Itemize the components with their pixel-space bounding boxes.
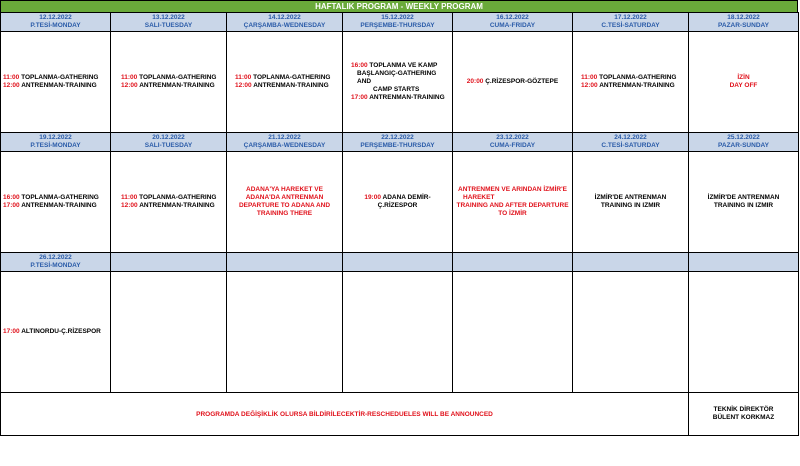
schedule-cell: 11:00 TOPLANMA-GATHERING 12:00 ANTRENMAN-TRAINING: [1, 32, 111, 133]
empty-cell: [343, 272, 453, 393]
schedule-cell: ADANA'YA HAREKET VE ADANA'DA ANTRENMAN DEPARTURE TO ADANA AND TRAINING THERE: [227, 152, 343, 253]
empty-header: [573, 253, 689, 272]
day-header: 23.12.2022 CUMA-FRIDAY: [453, 133, 573, 152]
day-header: 21.12.2022 ÇARŞAMBA-WEDNESDAY: [227, 133, 343, 152]
week3-header-row: [1, 253, 799, 272]
empty-cell: [227, 272, 343, 393]
day-header: 22.12.2022 PERŞEMBE-THURSDAY: [343, 133, 453, 152]
empty-cell: [573, 272, 689, 393]
schedule-cell-day-off: İZİN DAY OFF: [689, 32, 799, 133]
schedule-cell: 16:00 TOPLANMA-GATHERING 17:00 ANTRENMAN-TRAINING: [1, 152, 111, 253]
day-header: 24.12.2022 C.TESİ-SATURDAY: [573, 133, 689, 152]
empty-header: [343, 253, 453, 272]
signature-title: TEKNİK DİREKTÖR: [713, 406, 774, 413]
empty-cell: [453, 272, 573, 393]
week1-header-row: [1, 13, 799, 32]
schedule-cell: 11:00 TOPLANMA-GATHERING 12:00 ANTRENMAN-TRAINING: [227, 32, 343, 133]
day-header: 16.12.2022 CUMA-FRIDAY: [453, 13, 573, 32]
schedule-cell: 20:00 Ç.RİZESPOR-GÖZTEPE: [453, 32, 573, 133]
signature-block: [689, 393, 799, 436]
empty-cell: [111, 272, 227, 393]
day-header: 14.12.2022 ÇARŞAMBA-WEDNESDAY: [227, 13, 343, 32]
day-header: 12.12.2022 P.TESİ-MONDAY: [1, 13, 111, 32]
page-title: HAFTALIK PROGRAM - WEEKLY PROGRAM: [0, 0, 798, 12]
schedule-cell: İZMİR'DE ANTRENMAN TRAINING IN IZMIR: [573, 152, 689, 253]
empty-header: [111, 253, 227, 272]
week2-body-row: [1, 152, 799, 253]
day-header: 20.12.2022 SALI-TUESDAY: [111, 133, 227, 152]
reschedule-note: PROGRAMDA DEĞİŞİKLİK OLURSA BİLDİRİLECEKTİR-RESCHEDUELES WILL BE ANNOUNCED: [1, 393, 689, 436]
empty-header: [227, 253, 343, 272]
schedule-cell: 11:00 TOPLANMA-GATHERING 12:00 ANTRENMAN-TRAINING: [111, 32, 227, 133]
schedule-cell: 16:00 TOPLANMA VE KAMP BAŞLANGIÇ-GATHERING AND CAMP STARTS 17:00 ANTRENMAN-TRAINING: [343, 32, 453, 133]
day-header: 15.12.2022 PERŞEMBE-THURSDAY: [343, 13, 453, 32]
schedule-cell: İZMİR'DE ANTRENMAN TRAINING IN IZMIR: [689, 152, 799, 253]
day-header: 17.12.2022 C.TESİ-SATURDAY: [573, 13, 689, 32]
day-header: 25.12.2022 PAZAR-SUNDAY: [689, 133, 799, 152]
footer-row: [1, 393, 799, 436]
schedule-cell: 11:00 TOPLANMA-GATHERING 12:00 ANTRENMAN-TRAINING: [111, 152, 227, 253]
schedule-table: [0, 12, 799, 436]
schedule-cell: 17:00 ALTINORDU-Ç.RİZESPOR: [1, 272, 111, 393]
signature-name: BÜLENT KORKMAZ: [712, 414, 775, 421]
week2-header-row: [1, 133, 799, 152]
schedule-cell: ANTRENMEN VE ARINDAN İZMİR'E HAREKET TRAINING AND AFTER DEPARTURE TO İZMİR: [453, 152, 573, 253]
empty-header: [453, 253, 573, 272]
day-header: 13.12.2022 SALI-TUESDAY: [111, 13, 227, 32]
empty-cell: [689, 272, 799, 393]
schedule-cell: 11:00 TOPLANMA-GATHERING 12:00 ANTRENMAN-TRAINING: [573, 32, 689, 133]
week3-body-row: [1, 272, 799, 393]
week1-body-row: [1, 32, 799, 133]
day-header: 19.12.2022 P.TESİ-MONDAY: [1, 133, 111, 152]
empty-header: [689, 253, 799, 272]
day-header: 26.12.2022 P.TESİ-MONDAY: [1, 253, 111, 272]
day-header: 18.12.2022 PAZAR-SUNDAY: [689, 13, 799, 32]
schedule-cell: 19:00 ADANA DEMİR- Ç.RİZESPOR: [343, 152, 453, 253]
